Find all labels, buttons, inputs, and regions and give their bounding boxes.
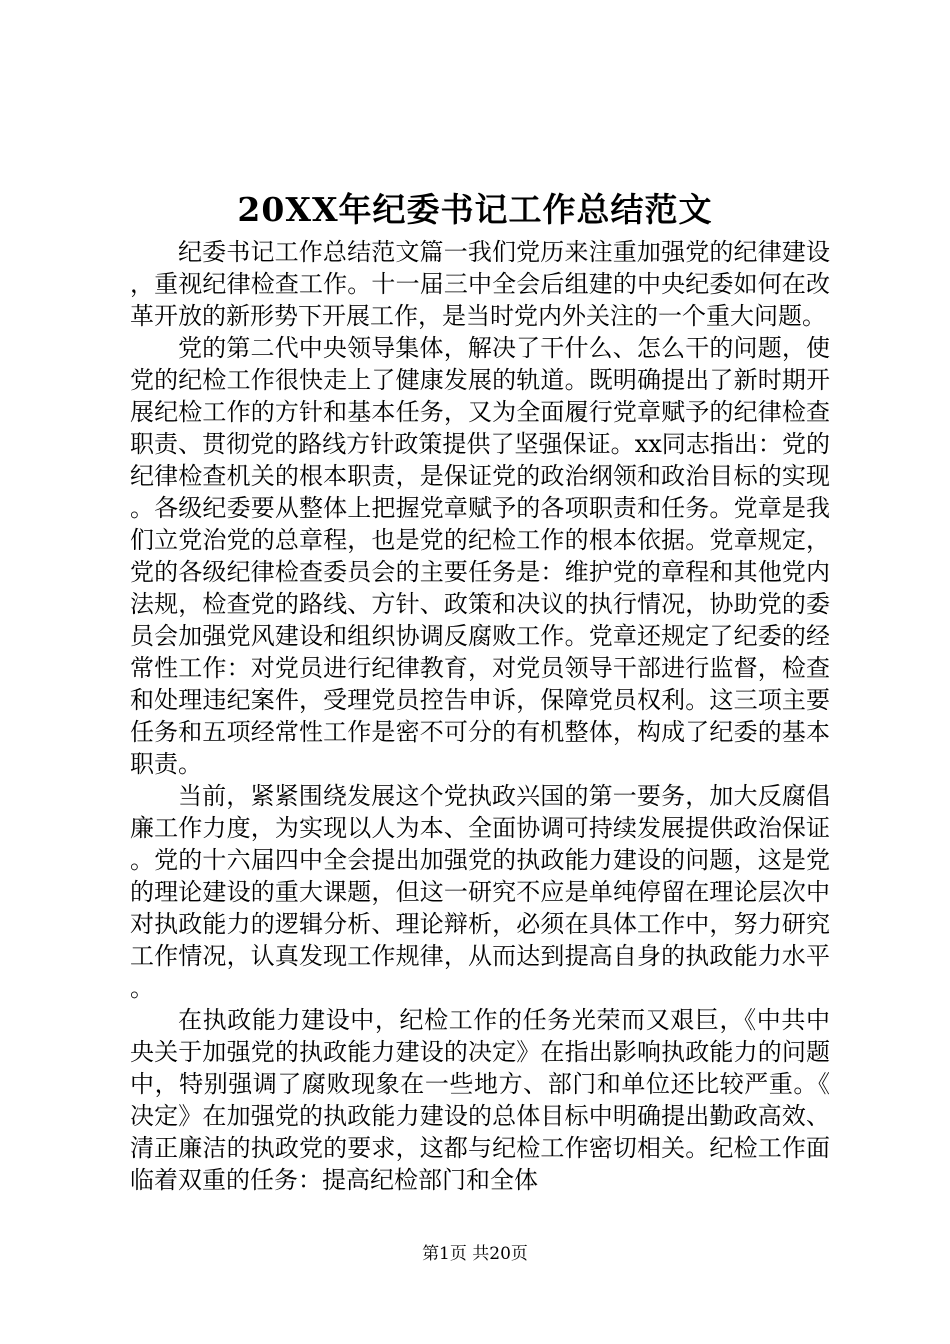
paragraph-2: 党的第二代中央领导集体，解决了干什么、怎么干的问题，使党的纪检工作很快走上了健康发展的轨道。既明确提出了新时期开展纪检工作的方针和基本任务，又为全面履行党章赋予的纪律检查职责、贯彻党的路线方针政策提供了坚强保证。xx同志指出：党的纪律检查机关的根本职责，是保证党的政治纲领和政治目标的实现。各级纪委要从整体上把握党章赋予的各项职责和任务。党章是我们立党治党的总章程，也是党的纪检工作的根本依据。党章规定，党的各级纪律检查委员会的主要任务是：维护党的章程和其他党内法规，检查党的路线、方针、政策和决议的执行情况，协助党的委员会加强党风建设和组织协调反腐败工作。党章还规定了纪委的经常性工作：对党员进行纪律教育，对党员领导干部进行监督，检查和处理违纪案件，受理党员控告申诉，保障党员权利。这三项主要任务和五项经常性工作是密不可分的有机整体，构成了纪委的基本职责。 bbox=[130, 334, 830, 778]
document-title: 20XX年纪委书记工作总结范文 bbox=[237, 190, 713, 229]
paragraph-1: 纪委书记工作总结范文篇一我们党历来注重加强党的纪律建设，重视纪律检查工作。十一届三中全会后组建的中央纪委如何在改革开放的新形势下开展工作，是当时党内外关注的一个重大问题。 bbox=[130, 238, 830, 330]
document-body bbox=[130, 236, 830, 1196]
page-number-footer: 第1页 共20页 bbox=[422, 1244, 528, 1264]
paragraph-3: 当前，紧紧围绕发展这个党执政兴国的第一要务，加大反腐倡廉工作力度，为实现以人为本、全面协调可持续发展提供政治保证。党的十六届四中全会提出加强党的执政能力建设的问题，这是党的理论建设的重大课题，但这一研究不应是单纯停留在理论层次中对执政能力的逻辑分析、理论辩析，必须在具体工作中，努力研究工作情况，认真发现工作规律，从而达到提高自身的执政能力水平。 bbox=[130, 782, 830, 1002]
paragraph-4: 在执政能力建设中，纪检工作的任务光荣而又艰巨，《中共中央关于加强党的执政能力建设的决定》在指出影响执政能力的问题中，特别强调了腐败现象在一些地方、部门和单位还比较严重。《决定》在加强党的执政能力建设的总体目标中明确提出勤政高效、清正廉洁的执政党的要求，这都与纪检工作密切相关。纪检工作面临着双重的任务：提高纪检部门和全体 bbox=[130, 1006, 830, 1194]
